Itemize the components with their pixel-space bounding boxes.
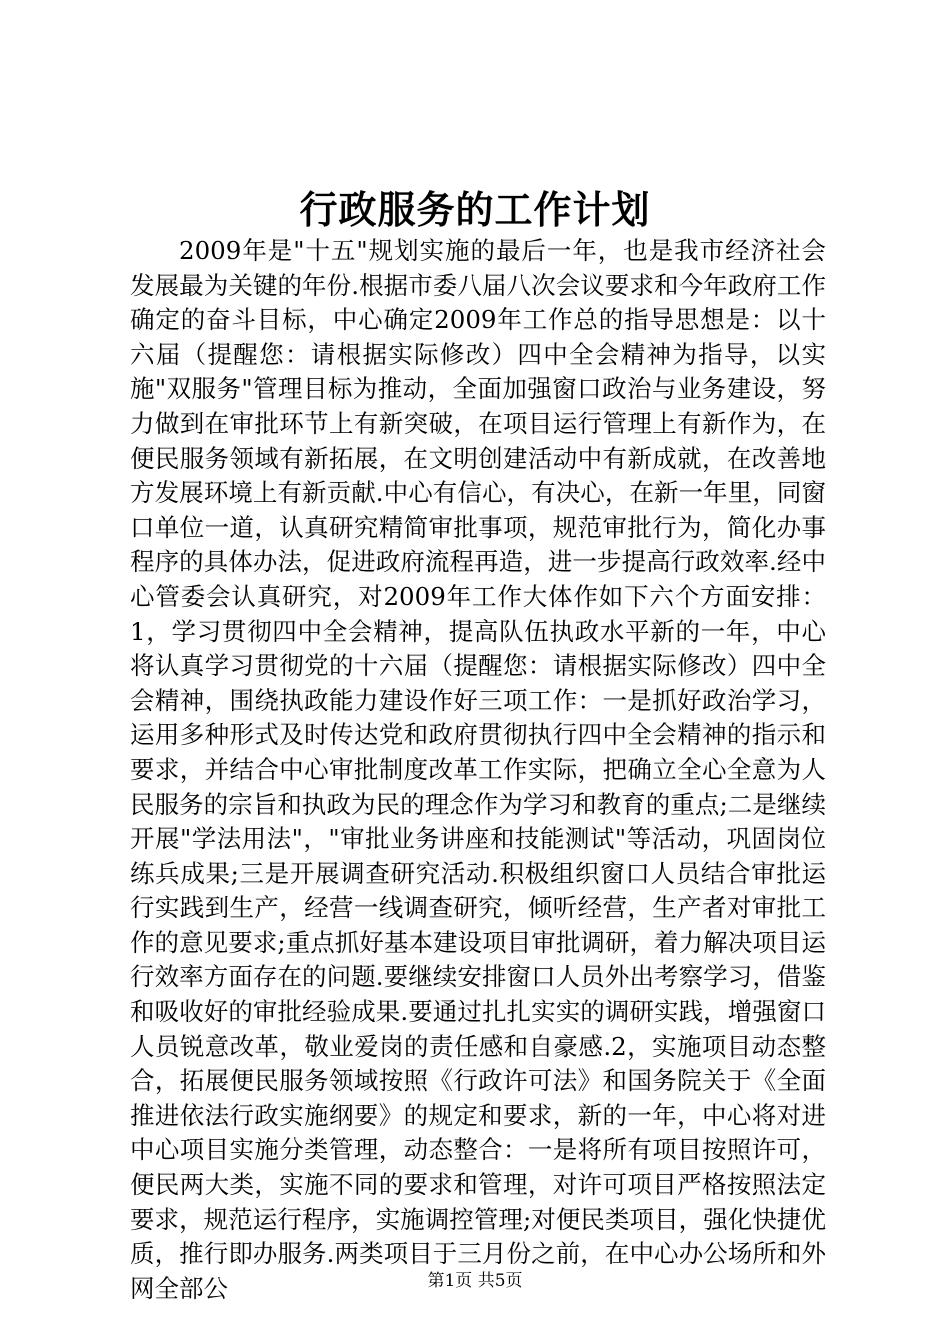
document-body-paragraph: 2009年是"十五"规划实施的最后一年，也是我市经济社会发展最为关键的年份.根据市委八届八次会议要求和今年政府工作确定的奋斗目标，中心确定2009年工作总的指导思想是：以十六届（提醒您：请根据实际修改）四中全会精神为指导，以实施"双服务"管理目标为推动，全面加强窗口政治与业务建设，努力做到在审批环节上有新突破，在项目运行管理上有新作为，在便民服务领域有新拓展，在文明创建活动中有新成就，在改善地方发展环境上有新贡献.中心有信心，有决心，在新一年里，同窗口单位一道，认真研究精简审批事项，规范审批行为，简化办事程序的具体办法，促进政府流程再造，进一步提高行政效率.经中心管委会认真研究，对2009年工作大体作如下六个方面安排：1，学习贯彻四中全会精神，提高队伍执政水平新的一年，中心将认真学习贯彻党的十六届（提醒您：请根据实际修改）四中全会精神，围绕执政能力建设作好三项工作：一是抓好政治学习，运用多种形式及时传达党和政府贯彻执行四中全会精神的指示和要求，并结合中心审批制度改革工作实际，把确立全心全意为人民服务的宗旨和执政为民的理念作为学习和教育的重点;二是继续开展"学法用法"，"审批业务讲座和技能测试"等活动，巩固岗位练兵成果;三是开展调查研究活动.积极组织窗口人员结合审批运行实践到生产，经营一线调查研究，倾听经营，生产者对审批工作的意见要求;重点抓好基本建设项目审批调研，着力解决项目运行效率方面存在的问题.要继续安排窗口人员外出考察学习，借鉴和吸收好的审批经验成果.要通过扎扎实实的调研实践，增强窗口人员锐意改革，敬业爱岗的责任感和自豪感.2，实施项目动态整合，拓展便民服务领域按照《行政许可法》和国务院关于《全面推进依法行政实施纲要》的规定和要求，新的一年，中心将对进中心项目实施分类管理，动态整合：一是将所有项目按照许可，便民两大类，实施不同的要求和管理，对许可项目严格按照法定要求，规范运行程序，实施调控管理;对便民类项目，强化快捷优质，推行即办服务.两类项目于三月份之前，在中心办公场所和外网全部公 [130, 236, 826, 1303]
document-title: 行政服务的工作计划 [299, 187, 651, 232]
page-number-footer: 第1页 共5页 [427, 1271, 523, 1291]
